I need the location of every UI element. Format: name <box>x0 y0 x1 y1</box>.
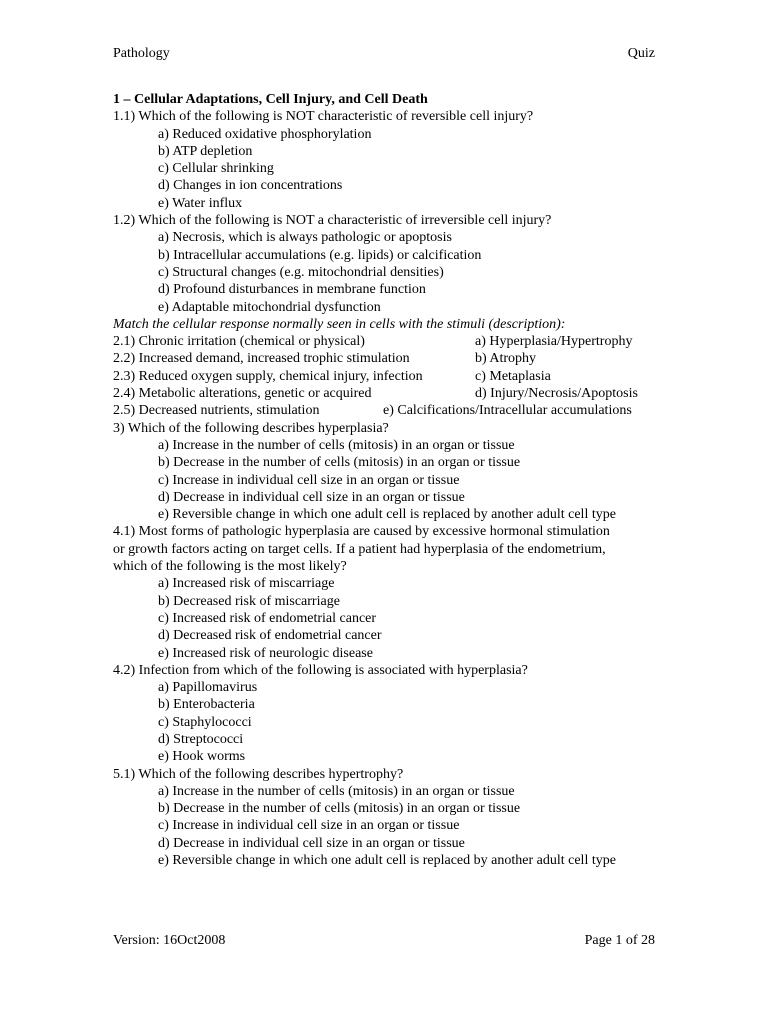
match-row <box>113 385 658 402</box>
quiz-content <box>113 91 658 869</box>
answer-option: b) Decreased risk of miscarriage <box>158 593 340 609</box>
question-stem: 3) Which of the following describes hyperplasia? <box>113 420 389 436</box>
match-stimulus: 2.1) Chronic irritation (chemical or physical) <box>113 334 365 350</box>
answer-option: b) Decrease in the number of cells (mitosis) in an organ or tissue <box>158 455 521 471</box>
match-response: d) Injury/Necrosis/Apoptosis <box>475 386 638 402</box>
answer-option: d) Decrease in individual cell size in an organ or tissue <box>158 489 465 505</box>
answer-option: a) Reduced oxidative phosphorylation <box>158 126 372 142</box>
version-label: Version: 16Oct2008 <box>113 933 226 948</box>
answer-option: b) ATP depletion <box>158 143 253 159</box>
match-stimulus: 2.2) Increased demand, increased trophic stimulation <box>113 351 410 367</box>
answer-option: a) Increased risk of miscarriage <box>158 576 335 592</box>
match-row <box>113 350 658 367</box>
match-row <box>113 402 658 419</box>
match-row <box>113 333 658 350</box>
section-title: 1 – Cellular Adaptations, Cell Injury, and Cell Death <box>113 92 428 107</box>
answer-option: a) Increase in the number of cells (mitosis) in an organ or tissue <box>158 783 515 799</box>
page-footer <box>113 932 655 950</box>
question-stem-line: which of the following is the most likely? <box>113 559 347 575</box>
match-stimulus: 2.4) Metabolic alterations, genetic or acquired <box>113 386 372 402</box>
question-stem <box>113 523 658 575</box>
header-type: Quiz <box>627 46 655 61</box>
answer-option: b) Decrease in the number of cells (mitosis) in an organ or tissue <box>158 801 521 817</box>
question-stem-line: or growth factors acting on target cells. If a patient had hyperplasia of the endometrium, <box>113 541 606 557</box>
match-response: b) Atrophy <box>475 351 537 367</box>
question-stem: 1.2) Which of the following is NOT a characteristic of irreversible cell injury? <box>113 213 552 229</box>
answer-option: d) Profound disturbances in membrane function <box>158 282 426 298</box>
answer-option: c) Structural changes (e.g. mitochondrial densities) <box>158 264 444 280</box>
match-row <box>113 368 658 385</box>
answer-option: c) Increase in individual cell size in an organ or tissue <box>158 818 460 834</box>
match-response: c) Metaplasia <box>475 368 551 384</box>
question-stem: 1.1) Which of the following is NOT characteristic of reversible cell injury? <box>113 109 534 125</box>
answer-option: e) Adaptable mitochondrial dysfunction <box>158 299 381 315</box>
question-stem: 5.1) Which of the following describes hypertrophy? <box>113 766 404 782</box>
answer-option: a) Papillomavirus <box>158 680 258 696</box>
answer-option: c) Staphylococci <box>158 714 252 730</box>
question-stem-line: 4.1) Most forms of pathologic hyperplasia are caused by excessive hormonal stimulation <box>113 524 610 540</box>
answer-option: d) Streptococci <box>158 731 244 747</box>
answer-option: d) Decreased risk of endometrial cancer <box>158 628 382 644</box>
answer-option: a) Necrosis, which is always pathologic or apoptosis <box>158 230 452 246</box>
match-response: e) Calcifications/Intracellular accumulations <box>383 403 632 419</box>
answer-option: b) Intracellular accumulations (e.g. lipids) or calcification <box>158 247 482 263</box>
match-response: a) Hyperplasia/Hypertrophy <box>475 334 633 350</box>
answer-option: c) Cellular shrinking <box>158 161 274 177</box>
answer-option: e) Water influx <box>158 195 243 211</box>
question-stem: 4.2) Infection from which of the following is associated with hyperplasia? <box>113 662 528 678</box>
answer-option: d) Changes in ion concentrations <box>158 178 343 194</box>
answer-option: c) Increased risk of endometrial cancer <box>158 610 377 626</box>
answer-option: e) Increased risk of neurologic disease <box>158 645 373 661</box>
answer-option: a) Increase in the number of cells (mitosis) in an organ or tissue <box>158 437 515 453</box>
answer-option: e) Reversible change in which one adult cell is replaced by another adult cell type <box>158 853 616 869</box>
answer-option: b) Enterobacteria <box>158 697 255 713</box>
header-subject: Pathology <box>113 46 170 61</box>
answer-option: e) Hook worms <box>158 749 246 765</box>
page-number: Page 1 of 28 <box>584 933 655 948</box>
answer-option: e) Reversible change in which one adult cell is replaced by another adult cell type <box>158 507 616 523</box>
match-stimulus: 2.3) Reduced oxygen supply, chemical injury, infection <box>113 368 423 384</box>
answer-option: c) Increase in individual cell size in an organ or tissue <box>158 472 460 488</box>
match-stimulus: 2.5) Decreased nutrients, stimulation <box>113 403 320 419</box>
answer-option: d) Decrease in individual cell size in an organ or tissue <box>158 835 465 851</box>
page-header <box>113 45 655 63</box>
match-instruction: Match the cellular response normally seen in cells with the stimuli (description): <box>113 316 566 332</box>
